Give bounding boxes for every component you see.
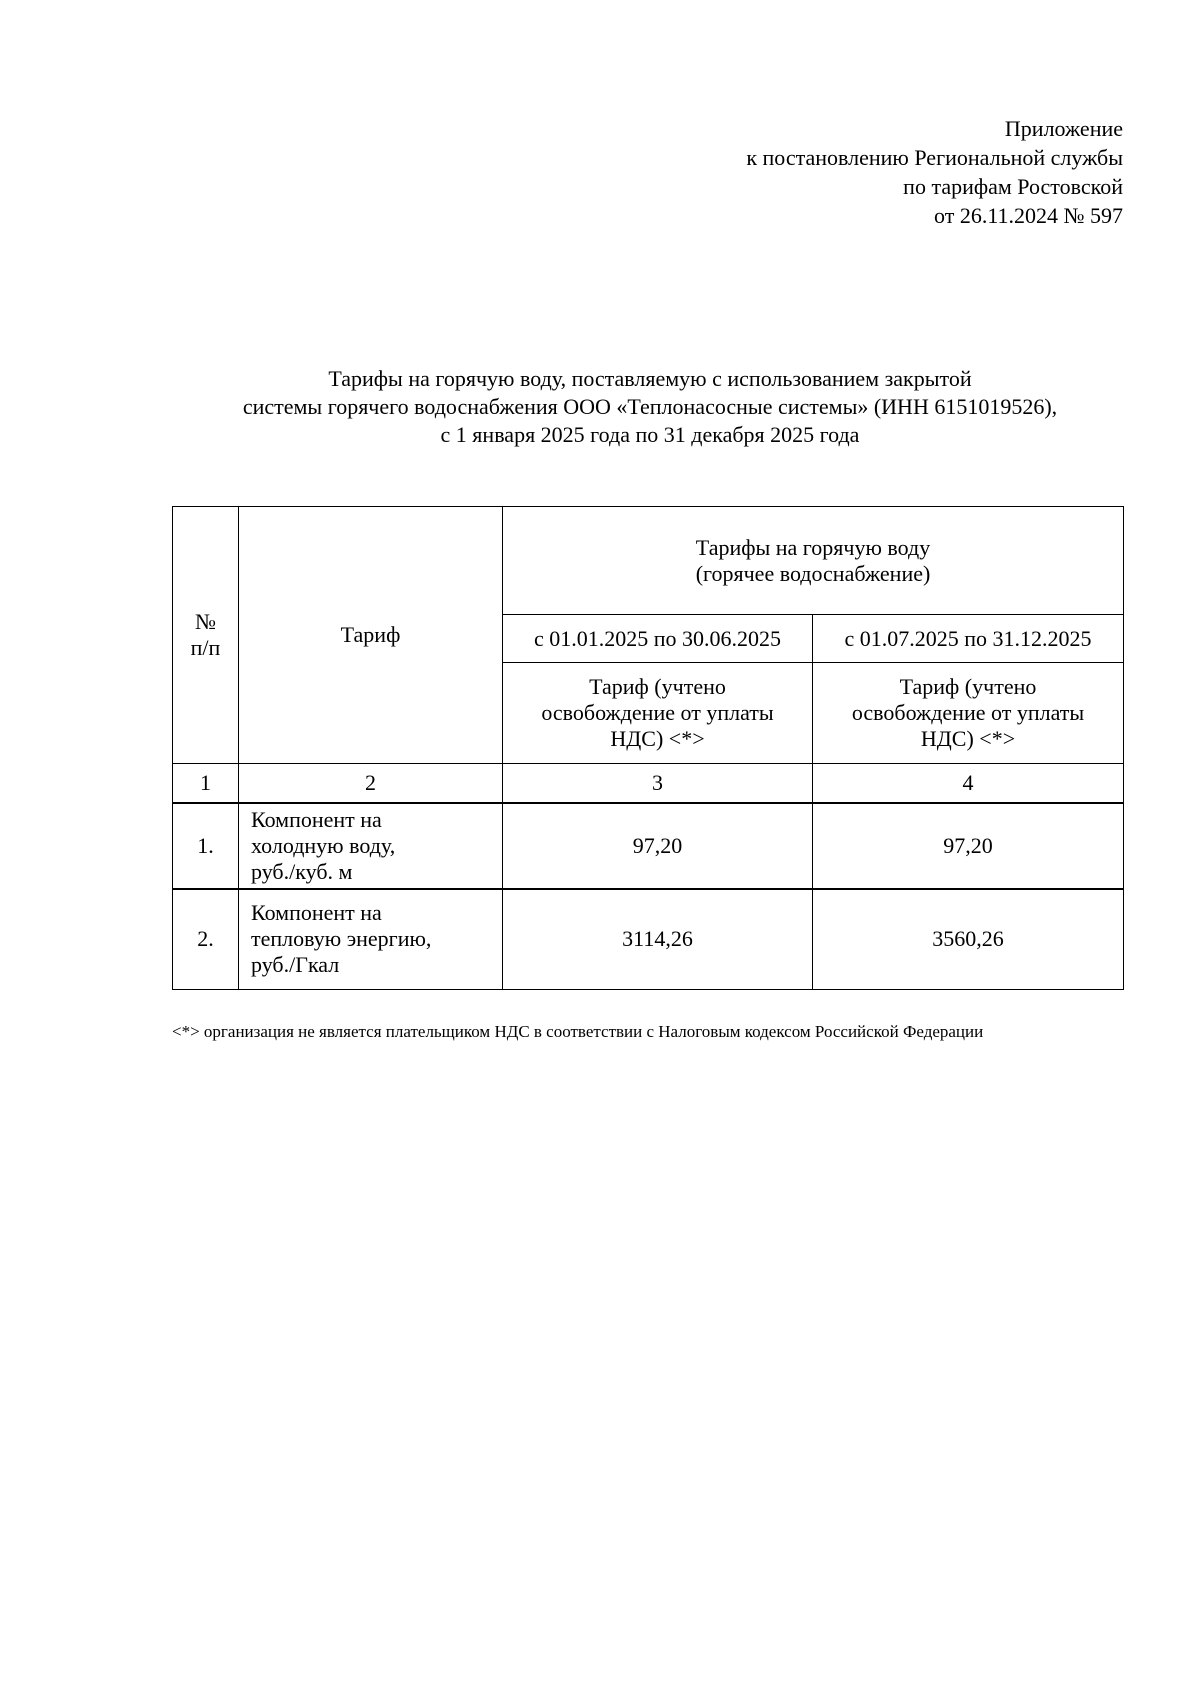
row-number: 2.: [173, 889, 239, 990]
header-period1-cell: с 01.01.2025 по 30.06.2025: [503, 615, 813, 663]
header-group-line2: (горячее водоснабжение): [695, 560, 931, 586]
appendix-line: по тарифам Ростовской: [903, 174, 1123, 199]
header-sub1-line3: НДС) <*>: [610, 726, 705, 751]
column-number: 2: [239, 764, 503, 803]
header-sub2-line1: Тариф (учтено: [899, 674, 1037, 699]
appendix-line: к постановлению Региональной службы: [746, 145, 1123, 170]
row-name-line: Компонент на: [251, 900, 382, 926]
header-sub2-line3: НДС) <*>: [920, 726, 1016, 751]
header-tariff-cell: Тариф: [239, 507, 503, 764]
row-name: [239, 889, 503, 990]
header-num-line1: №: [195, 609, 216, 634]
header-sub1-line2: освобождение от уплаты: [541, 700, 774, 725]
row-value-period1: 3114,26: [503, 889, 813, 990]
header-sub1-cell: [503, 663, 813, 764]
row-value-period1: 97,20: [503, 803, 813, 889]
appendix-line: от 26.11.2024 № 597: [934, 203, 1123, 228]
header-sub2-cell: [813, 663, 1124, 764]
header-sub2-line2: освобождение от уплаты: [851, 700, 1085, 725]
row-name-line: холодную воду,: [251, 832, 396, 858]
row-name-line: Компонент на: [251, 806, 382, 832]
row-name-line: руб./куб. м: [251, 858, 353, 884]
column-number: 4: [813, 764, 1124, 803]
appendix-header: [746, 114, 1123, 230]
table-row: [173, 803, 1124, 889]
header-num-line2: п/п: [190, 635, 221, 660]
row-name-line: руб./Гкал: [251, 952, 340, 978]
table-row: [173, 889, 1124, 990]
footnote: <*> организация не является плательщиком НДС в соответствии с Налоговым кодексом Российской Федерации: [172, 1022, 984, 1041]
row-name: [239, 803, 503, 889]
tariff-table: [172, 506, 1124, 990]
header-row: [173, 507, 1124, 615]
header-group-cell: [503, 507, 1124, 615]
header-sub1-line1: Тариф (учтено: [589, 674, 726, 699]
row-value-period2: 3560,26: [813, 889, 1124, 990]
title-line: с 1 января 2025 года по 31 декабря 2025 года: [440, 422, 860, 447]
column-number-row: [173, 764, 1124, 803]
column-number: 1: [173, 764, 239, 803]
header-period2-cell: с 01.07.2025 по 31.12.2025: [813, 615, 1124, 663]
title-line: системы горячего водоснабжения ООО «Теплонасосные системы» (ИНН 6151019526),: [242, 394, 1058, 419]
column-number: 3: [503, 764, 813, 803]
header-group-line1: Тарифы на горячую воду: [695, 534, 931, 560]
document-title: [100, 365, 1200, 449]
header-num-cell: [173, 507, 239, 764]
row-number: 1.: [173, 803, 239, 889]
title-line: Тарифы на горячую воду, поставляемую с использованием закрытой: [328, 366, 972, 391]
row-value-period2: 97,20: [813, 803, 1124, 889]
appendix-line: Приложение: [1004, 116, 1123, 141]
row-name-line: тепловую энергию,: [251, 926, 432, 952]
